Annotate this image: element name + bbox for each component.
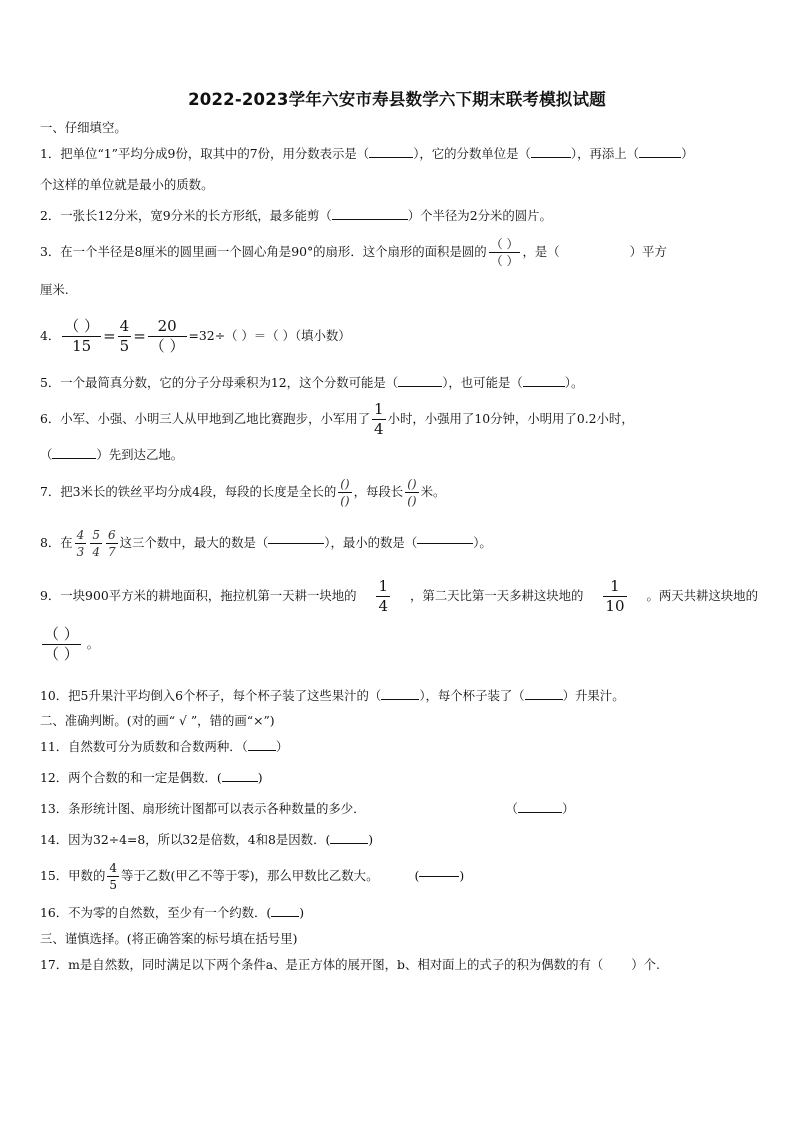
answer-blank[interactable] xyxy=(525,699,563,700)
question-1: 1．把单位“1”平均分成9份，取其中的7份，用分数表示是（ ），它的分数单位是（ ），再添上（ ） xyxy=(40,146,694,161)
page-title: 2022-2023学年六安市寿县数学六下期末联考模拟试题 xyxy=(188,90,606,109)
fraction: $\frac{20}{( )}$ xyxy=(149,316,185,355)
answer-blank[interactable] xyxy=(369,157,413,158)
answer-blank[interactable] xyxy=(417,543,473,544)
answer-blank[interactable] xyxy=(398,386,442,387)
question-5: 5．一个最简真分数，它的分子分母乘积为12，这个分数可能是（ ），也可能是（ ）。 xyxy=(40,375,584,390)
answer-blank[interactable] xyxy=(248,750,276,751)
question-4: 4． $\frac{( )}{15}$ = $\frac{4}{5}$ = $\frac{20}{( )}$ =32÷（ ）＝（ ）（填小数） xyxy=(40,316,351,355)
fraction: $\frac{()}{()}$ xyxy=(340,476,350,508)
answer-blank[interactable] xyxy=(531,157,571,158)
question-14: 14．因为32÷4=8，所以32是倍数，4和8是因数．( ) xyxy=(40,832,374,847)
fraction: $\frac{4}{5}$ xyxy=(109,860,117,892)
question-2: 2．一张长12分米，宽9分米的长方形纸，最多能剪（ ）个半径为2分米的圆片。 xyxy=(40,208,552,223)
question-7: 7．把3米长的铁丝平均分成4段，每段的长度是全长的 $\frac{()}{()}$ ，每段长 $\frac{()}{()}$ 米。 xyxy=(40,476,446,508)
fraction: $\frac{6}{7}$ xyxy=(107,527,116,559)
answer-blank[interactable] xyxy=(518,812,562,813)
section-heading-3: 三、谨慎选择。(将正确答案的标号填在括号里) xyxy=(40,931,298,946)
question-13: 13．条形统计图、扇形统计图都可以表示各种数量的多少． （ ） xyxy=(40,801,575,816)
answer-blank[interactable] xyxy=(332,219,408,220)
question-8: 8．在 $\frac{4}{3}$ $\frac{5}{4}$ $\frac{6}{7}$ 这三个数中，最大的数是（ ），最小的数是（ ）。 xyxy=(40,527,492,559)
fraction: $\frac{( )}{( )}$ xyxy=(490,236,519,268)
fraction: $\frac{()}{()}$ xyxy=(407,476,417,508)
answer-blank[interactable] xyxy=(268,543,324,544)
question-12: 12．两个合数的和一定是偶数．( ) xyxy=(40,770,263,785)
answer-blank[interactable] xyxy=(419,876,459,877)
answer-blank[interactable] xyxy=(222,781,258,782)
fraction: $\frac{1}{4}$ xyxy=(378,576,389,615)
section-heading-2: 二、准确判断。(对的画“ √ ”，错的画“×”) xyxy=(40,713,275,728)
fraction: $\frac{1}{10}$ xyxy=(605,576,625,615)
fraction: $\frac{1}{4}$ xyxy=(374,399,384,438)
fraction: $\frac{4}{3}$ xyxy=(76,527,85,559)
question-3-line-2: 厘米. xyxy=(40,282,69,297)
question-6: 6．小军、小强、小明三人从甲地到乙地比赛跑步，小军用了 $\frac{1}{4}$ 小时，小强用了10分钟，小明用了0.2小时， xyxy=(40,399,634,438)
answer-blank[interactable] xyxy=(523,386,565,387)
question-15: 15．甲数的 $\frac{4}{5}$ 等于乙数(甲乙不等于零)，那么甲数比乙数大。 ( ) xyxy=(40,860,465,892)
question-11: 11．自然数可分为质数和合数两种．（ ） xyxy=(40,739,289,754)
answer-blank[interactable] xyxy=(52,458,96,459)
section-heading-1: 一、仔细填空。 xyxy=(40,120,127,135)
question-10: 10．把5升果汁平均倒入6个杯子，每个杯子装了这些果汁的（ ），每个杯子装了（ ）升果汁。 xyxy=(40,688,625,703)
fraction: $\frac{5}{4}$ xyxy=(92,527,100,559)
question-3: 3．在一个半径是8厘米的圆里画一个圆心角是90°的扇形．这个扇形的面积是圆的 $\frac{( )}{( )}$ ，是（ ）平方 xyxy=(40,236,667,268)
question-6-line-2: （ ）先到达乙地。 xyxy=(40,447,184,462)
question-9: 9．一块900平方米的耕地面积，拖拉机第一天耕一块地的 $\frac{1}{4}$ ，第二天比第一天多耕这块地的 $\frac{1}{10}$ 。两天共耕这块地的 xyxy=(40,576,758,615)
question-17: 17．m是自然数，同时满足以下两个条件a、是正方体的展开图，b、相对面上的式子的积为偶数的有（ ）个. xyxy=(40,957,660,972)
answer-fraction[interactable]: $\frac{( )}{( )}$ xyxy=(44,624,79,663)
fraction: $\frac{( )}{15}$ xyxy=(64,316,100,355)
question-9-line-2: $\frac{( )}{( )}$ 。 xyxy=(44,624,100,663)
answer-blank[interactable] xyxy=(271,916,299,917)
answer-blank[interactable] xyxy=(381,699,419,700)
answer-blank[interactable] xyxy=(639,157,681,158)
question-1-line-2: 个这样的单位就是最小的质数。 xyxy=(40,177,214,192)
fraction: $\frac{4}{5}$ xyxy=(119,316,130,355)
question-16: 16．不为零的自然数，至少有一个约数．( ) xyxy=(40,905,305,920)
answer-blank[interactable] xyxy=(330,843,368,844)
